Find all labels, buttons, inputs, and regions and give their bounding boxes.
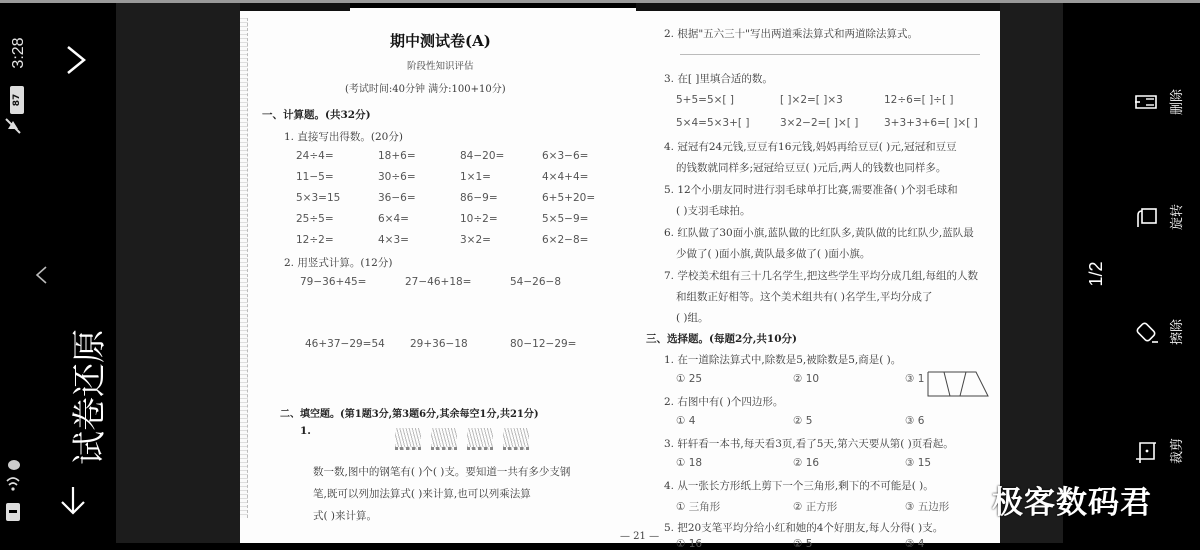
binding-margin: [240, 18, 248, 518]
exam-subtitle: 阶段性知识评估: [407, 61, 474, 72]
question-text: 式( )来计算。: [313, 510, 378, 522]
fill-row: 5+5=5×[ ] [ ]×2=[ ]×3 12÷6=[ ]÷[ ]: [676, 94, 954, 106]
rotate-icon: [1132, 203, 1160, 231]
calc-row: 11−5= 30÷6= 1×1= 4×4+4=: [296, 171, 589, 183]
vertical-calc-row: 79−36+45= 27−46+18= 54−26−8: [300, 276, 561, 288]
calc-row: 24÷4= 18+6= 84−20= 6×3−6=: [296, 150, 589, 162]
scan-edge: [636, 3, 1000, 11]
calc-row: 5×3=15 36−6= 86−9= 6+5+20=: [296, 192, 596, 204]
question-text: 的钱数就同样多;冠冠给豆豆( )元后,两人的钱数也同样多。: [676, 162, 947, 174]
question-heading: 2. 用竖式计算。(12分): [284, 257, 393, 269]
choice-options: ① 4 ② 5 ③ 6: [676, 415, 925, 427]
choice-options: ① 25 ② 10 ③ 1: [676, 373, 925, 385]
calc-row: 25÷5= 6×4= 10÷2= 5×5−9=: [296, 213, 589, 225]
eraser-icon: [1132, 318, 1160, 346]
watermark: 极客数码君: [992, 485, 1152, 521]
section-heading: 一、计算题。(共32分): [262, 109, 371, 121]
question-text: 和组数正好相等。这个美术组共有( )名学生,平均分成了: [676, 291, 933, 303]
choice-options: ① 16 ② 5 ③ 4: [676, 538, 925, 550]
exam-title: 期中测试卷(A): [390, 32, 491, 50]
crop-button[interactable]: [1132, 425, 1185, 475]
exam-paper-page[interactable]: [240, 8, 1000, 550]
question-text: 笔,既可以列加法算式( )来计算,也可以列乘法算: [313, 488, 531, 500]
question-text: ( )组。: [676, 312, 709, 324]
erase-label: 擦除: [1170, 319, 1185, 346]
top-edge: [0, 0, 1200, 3]
scan-edge: [240, 3, 350, 11]
fill-row: 5×4=5×3+[ ] 3×2−2=[ ]×[ ] 3+3+3+6=[ ]×[ ]: [676, 117, 978, 129]
page-indicator: 1/2: [1086, 261, 1106, 287]
question-text: 3. 在[ ]里填合适的数。: [664, 73, 773, 85]
crop-label: 裁剪: [1170, 438, 1185, 465]
choice-question: 3. 轩轩看一本书,每天看3页,看了5天,第六天要从第( )页看起。: [664, 438, 954, 450]
exam-info: (考试时间:40分钟 满分:100+10分): [345, 84, 506, 95]
status-time: 3:28: [10, 37, 27, 69]
battery-icon: 87: [10, 86, 24, 114]
mute-icon: [4, 117, 22, 135]
section-heading: 二、填空题。(第1题3分,第3题6分,其余每空1分,共21分): [280, 409, 539, 420]
chevron-right-icon[interactable]: [60, 43, 90, 77]
question-text: ( )支羽毛球拍。: [676, 205, 751, 217]
chevron-left-icon[interactable]: [32, 263, 52, 287]
choice-question: 2. 右图中有( )个四边形。: [664, 396, 784, 408]
calc-row: 12÷2= 4×3= 3×2= 6×2−8=: [296, 234, 589, 246]
question-heading: 1. 直接写出得数。(20分): [284, 131, 403, 143]
system-status-icons: [2, 451, 24, 526]
pens-illustration: [395, 428, 529, 450]
choice-question: 4. 从一张长方形纸上剪下一个三角形,剩下的不可能是( )。: [664, 480, 934, 492]
choice-options: ① 三角形 ② 正方形 ③ 五边形: [676, 501, 950, 513]
choice-options: ① 18 ② 16 ③ 15: [676, 457, 932, 469]
question-text: 4. 冠冠有24元钱,豆豆有16元钱,妈妈再给豆豆( )元,冠冠和豆豆: [664, 141, 957, 153]
erase-button[interactable]: [1132, 310, 1185, 360]
page-number: — 21 —: [620, 531, 660, 542]
quadrilateral-figure: [926, 370, 990, 398]
choice-question: 5. 把20支笔平均分给小红和她的4个好朋友,每人分得( )支。: [664, 522, 944, 534]
rotate-button[interactable]: [1132, 195, 1185, 245]
left-nav-bar: [0, 3, 116, 543]
arrow-down-icon[interactable]: [56, 483, 90, 517]
delete-button[interactable]: [1132, 80, 1185, 130]
question-text: 5. 12个小朋友同时进行羽毛球单打比赛,需要准备( )个羽毛球和: [664, 184, 958, 196]
question-text: 数一数,图中的钢笔有( )个( )支。要知道一共有多少支钢: [313, 466, 571, 478]
question-text: 2. 根据"五六三十"写出两道乘法算式和两道除法算式。: [664, 28, 919, 40]
delete-label: 删除: [1170, 89, 1185, 116]
question-text: 7. 学校美术组有三十几名学生,把这些学生平均分成几组,每组的人数: [664, 270, 979, 282]
question-text: 少做了( )面小旗,黄队最多做了( )面小旗。: [676, 248, 871, 260]
page-title: 试卷还原: [70, 329, 110, 465]
vertical-calc-row: 46+37−29=54 29+36−18 80−12−29=: [305, 338, 577, 350]
choice-question: 1. 在一道除法算式中,除数是5,被除数是5,商是( )。: [664, 354, 902, 366]
rotate-label: 旋转: [1170, 204, 1185, 231]
viewer-margin-left: [116, 3, 240, 543]
viewer-margin-right: [1000, 3, 1063, 543]
crop-icon: [1132, 437, 1160, 465]
answer-line: [680, 54, 980, 55]
question-number: 1.: [300, 425, 311, 437]
section-heading: 三、选择题。(每题2分,共10分): [646, 333, 798, 345]
trash-icon: [1132, 88, 1160, 116]
question-text: 6. 红队做了30面小旗,蓝队做的比红队多,黄队做的比红队少,蓝队最: [664, 227, 974, 239]
